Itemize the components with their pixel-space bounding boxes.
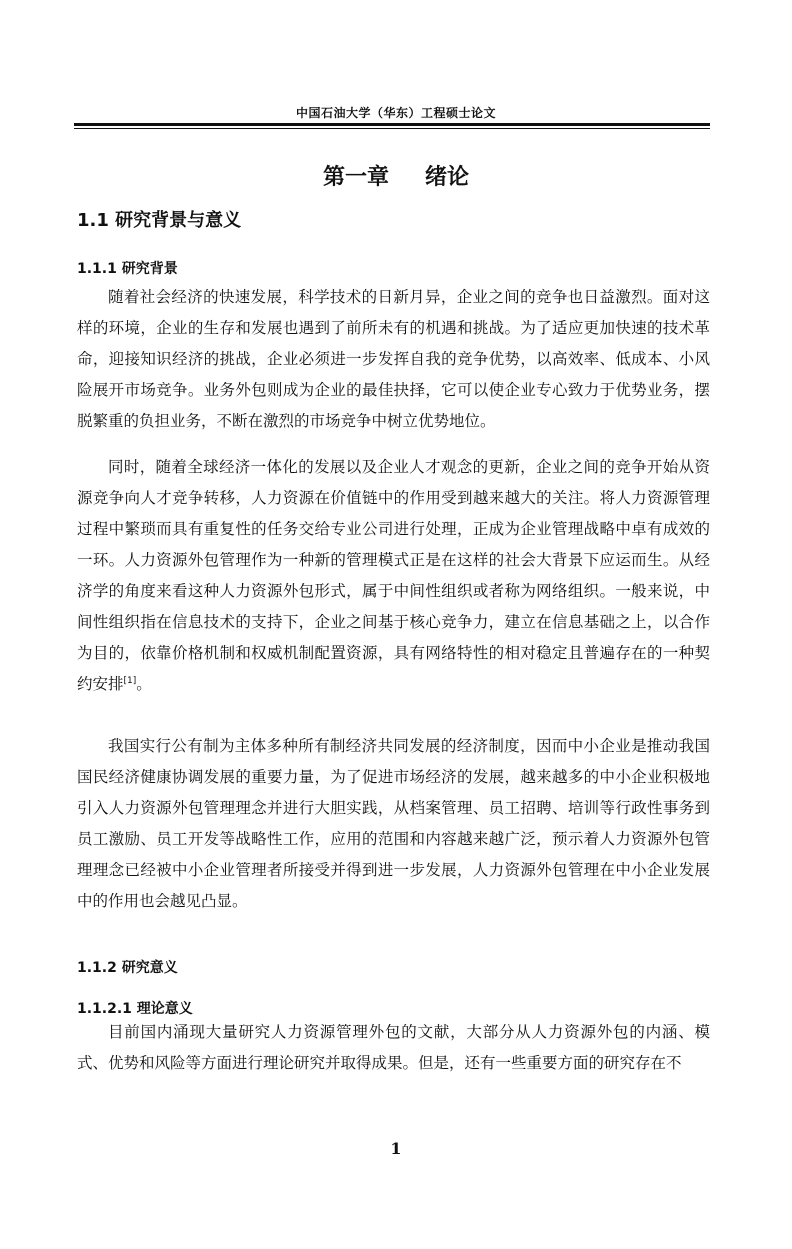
paragraph-theory-1: 目前国内涌现大量研究人力资源管理外包的文献，大部分从人力资源外包的内涵、模式、优势和风险等方面进行理论研究并取得成果。但是，还有一些重要方面的研究存在不 <box>77 1023 710 1072</box>
citation-ref: [1] <box>123 675 137 686</box>
section-heading-1-1-1: 1.1.1 研究背景 <box>77 261 178 277</box>
paragraph-background-2 <box>77 452 710 700</box>
page-number: 1 <box>390 1139 402 1158</box>
paragraph-background-2-end: 。 <box>136 675 152 693</box>
section-heading-1-1-2: 1.1.2 研究意义 <box>77 960 178 976</box>
section-heading-1-1: 1.1 研究背景与意义 <box>77 210 242 231</box>
section-heading-1-1-2-1: 1.1.2.1 理论意义 <box>77 1001 193 1017</box>
chapter-name: 绪论 <box>425 165 470 190</box>
chapter-number: 第一章 <box>322 165 389 190</box>
header-rule-thin <box>74 128 710 129</box>
paragraph-background-2-text: 同时，随着全球经济一体化的发展以及企业人才观念的更新，企业之间的竞争开始从资源竞争向人才竞争转移，人力资源在价值链中的作用受到越来越大的关注。将人力资源管理过程中繁琐而具有重复性的任务交给专业公司进行处理，正成为企业管理战略中卓有成效的一环。人力资源外包管理作为一种新的管理模式正是在这样的社会大背景下应运而生。从经济学的角度来看这种人力资源外包形式，属于中间性组织或者称为网络组织。一般来说，中间性组织指在信息技术的支持下，企业之间基于核心竞争力，建立在信息基础之上，以合作为目的，依靠价格机制和权威机制配置资源，具有网络特性的相对稳定且普遍存在的一种契约安排 <box>77 458 710 693</box>
paragraph-background-1: 随着社会经济的快速发展，科学技术的日新月异，企业之间的竞争也日益激烈。面对这样的环境，企业的生存和发展也遇到了前所未有的机遇和挑战。为了适应更加快速的技术革命，迎接知识经济的挑战，企业必须进一步发挥自我的竞争优势，以高效率、低成本、小风险展开市场竞争。业务外包则成为企业的最佳抉择，它可以使企业专心致力于优势业务，摆脱繁重的负担业务，不断在激烈的市场竞争中树立优势地位。 <box>77 288 710 430</box>
paragraph-background-3: 我国实行公有制为主体多种所有制经济共同发展的经济制度，因而中小企业是推动我国国民经济健康协调发展的重要力量，为了促进市场经济的发展，越来越多的中小企业积极地引入人力资源外包管理理念并进行大胆实践，从档案管理、员工招聘、培训等行政性事务到员工激励、员工开发等战略性工作，应用的范围和内容越来越广泛，预示着人力资源外包管理理念已经被中小企业管理者所接受并得到进一步发展，人力资源外包管理在中小企业发展中的作用也会越见凸显。 <box>77 737 710 910</box>
chapter-title <box>0 160 792 191</box>
header-rule-thick <box>74 123 710 126</box>
running-header: 中国石油大学（华东）工程硕士论文 <box>295 106 496 120</box>
